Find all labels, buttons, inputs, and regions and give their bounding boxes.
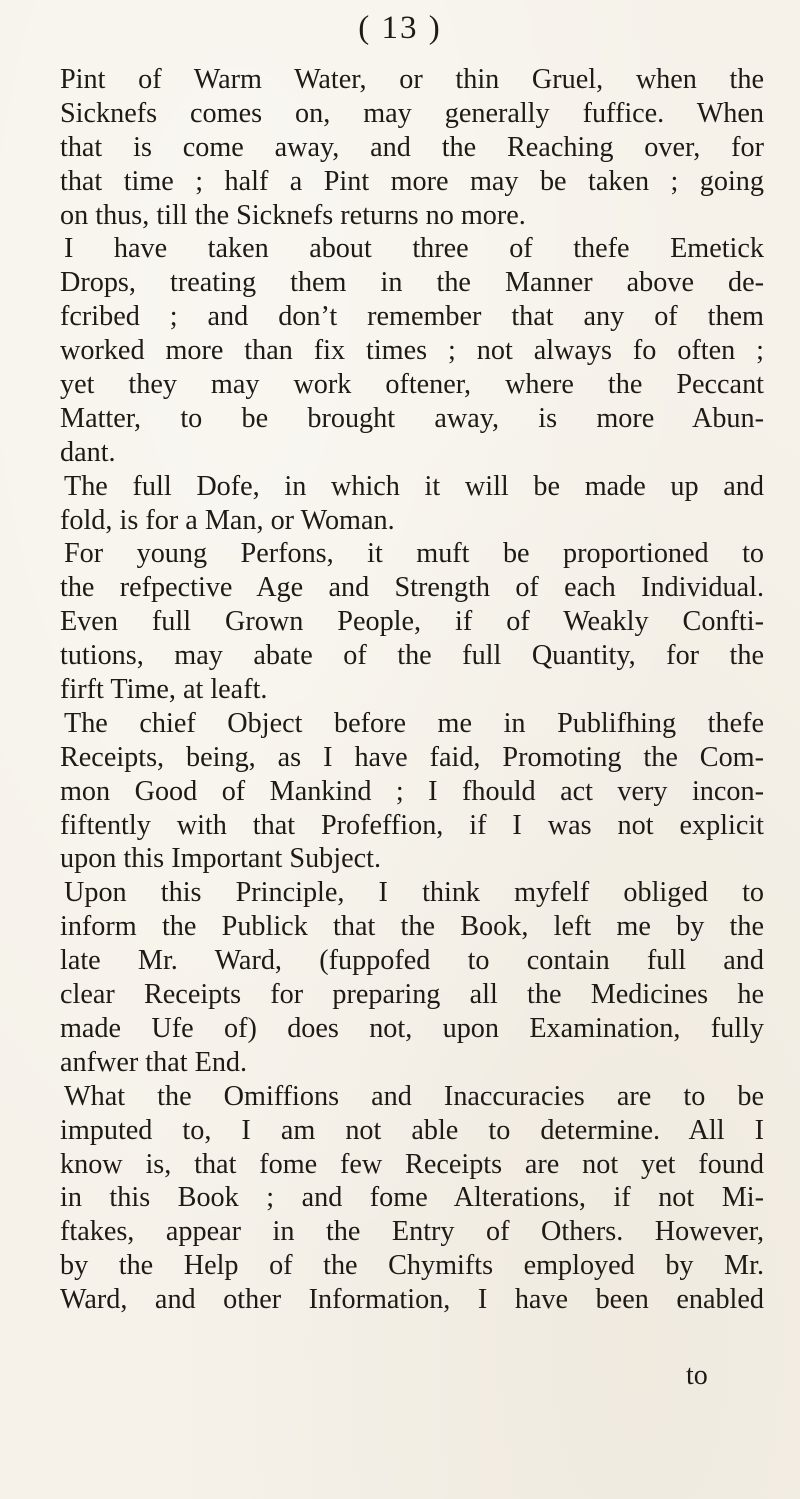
text-line: tutions, may abate of the full Quantity, for the: [60, 640, 764, 672]
text-line: fcribed ; and don’t remember that any of them: [60, 301, 764, 333]
text-line: know is, that fome few Receipts are not yet found: [60, 1148, 764, 1180]
text-line: fold, is for a Man, or Woman.: [60, 504, 395, 536]
text-line: The full Dofe, in which it will be made up and: [64, 470, 764, 502]
text-line: upon this Important Subject.: [60, 843, 381, 875]
text-line: I have taken about three of thefe Emetick: [64, 233, 764, 265]
text-line: Even full Grown People, if of Weakly Confti-: [60, 606, 764, 638]
text-line: Pint of Warm Water, or thin Gruel, when the: [60, 64, 764, 95]
text-line: Sicknefs comes on, may generally fuffice. When: [60, 97, 764, 129]
text-line: clear Receipts for preparing all the Medicines he: [60, 979, 764, 1011]
text-line: For young Perfons, it muft be proportioned to: [64, 538, 764, 570]
text-line: anfwer that End.: [60, 1046, 248, 1078]
text-line: fiftently with that Profeffion, if I was not explicit: [60, 809, 764, 841]
text-line: Receipts, being, as I have faid, Promoting the Com-: [60, 741, 764, 773]
text-line: dant.: [60, 436, 116, 468]
text-line: on thus, till the Sicknefs returns no more.: [60, 199, 526, 231]
text-line: The chief Object before me in Publifhing thefe: [64, 707, 764, 739]
text-line: mon Good of Mankind ; I fhould act very incon-: [60, 775, 764, 807]
text-line: late Mr. Ward, (fuppofed to contain full and: [60, 945, 764, 977]
text-line: worked more than fix times ; not always fo often ;: [60, 335, 764, 367]
body-text: [60, 63, 764, 1317]
text-line: imputed to, I am not able to determine. All I: [60, 1114, 764, 1146]
text-line: Matter, to be brought away, is more Abun-: [60, 402, 764, 434]
text-line: Upon this Principle, I think myfelf obliged to: [64, 877, 764, 909]
text-line: Drops, treating them in the Manner above de-: [60, 267, 764, 299]
catchword: to: [686, 1360, 708, 1391]
text-line: firft Time, at leaft.: [60, 674, 268, 706]
text-line: ftakes, appear in the Entry of Others. However,: [60, 1216, 764, 1248]
text-line: by the Help of the Chymifts employed by Mr.: [60, 1250, 764, 1282]
text-line: yet they may work oftener, where the Peccant: [60, 369, 764, 401]
text-line: that is come away, and the Reaching over, for: [60, 131, 764, 163]
text-line: Ward, and other Information, I have been enabled: [60, 1284, 764, 1316]
text-line: that time ; half a Pint more may be taken ; going: [60, 165, 764, 197]
text-line: made Ufe of) does not, upon Examination, fully: [60, 1012, 764, 1044]
text-line: inform the Publick that the Book, left me by the: [60, 911, 764, 943]
page-number: ( 13 ): [358, 10, 442, 46]
text-line: What the Omiffions and Inaccuracies are to be: [64, 1080, 764, 1112]
text-line: the refpective Age and Strength of each Individual.: [60, 572, 764, 604]
text-line: in this Book ; and fome Alterations, if not Mi-: [60, 1182, 764, 1214]
